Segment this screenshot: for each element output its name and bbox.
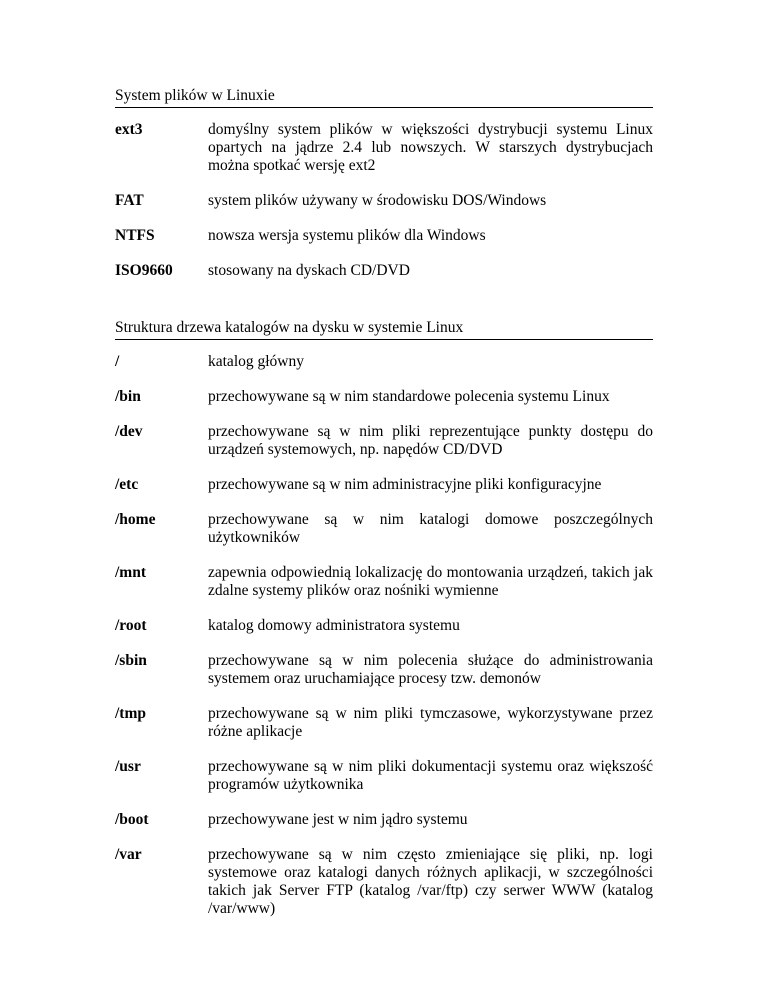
definition-row	[115, 262, 653, 280]
definition: nowsza wersja systemu plików dla Windows	[208, 227, 486, 244]
definition-row	[115, 811, 653, 829]
definition: zapewnia odpowiednią lokalizację do montowania urządzeń, takich jak zdalne systemy plików oraz nośniki wymienne	[208, 564, 653, 599]
definition: stosowany na dyskach CD/DVD	[208, 262, 410, 279]
definition: przechowywane są w nim pliki tymczasowe, wykorzystywane przez różne aplikacje	[208, 705, 653, 740]
term: /boot	[115, 811, 149, 828]
definition: przechowywane są w nim administracyjne pliki konfiguracyjne	[208, 476, 602, 493]
definition: system plików używany w środowisku DOS/Windows	[208, 192, 547, 209]
definition: katalog domowy administratora systemu	[208, 617, 460, 634]
definition-row	[115, 564, 653, 600]
definition-row	[115, 705, 653, 741]
definition: przechowywane są w nim katalogi domowe poszczególnych użytkowników	[208, 511, 653, 546]
section-title: System plików w Linuxie	[115, 86, 653, 108]
term: FAT	[115, 192, 144, 209]
term: /var	[115, 846, 142, 863]
definition-row	[115, 476, 653, 494]
definition-row	[115, 227, 653, 245]
section-filesystems	[115, 86, 653, 280]
section-title: Struktura drzewa katalogów na dysku w systemie Linux	[115, 318, 653, 340]
definition: katalog główny	[208, 353, 304, 370]
definition: przechowywane są w nim pliki dokumentacji systemu oraz większość programów użytkownika	[208, 758, 653, 793]
definition: przechowywane są w nim standardowe polecenia systemu Linux	[208, 388, 610, 405]
definition: przechowywane są w nim pliki reprezentujące punkty dostępu do urządzeń systemowych, np. napędów CD/DVD	[208, 423, 653, 458]
term: /usr	[115, 758, 141, 775]
term: /mnt	[115, 564, 146, 581]
term: /root	[115, 617, 147, 634]
term: /sbin	[115, 652, 147, 669]
definition-row	[115, 388, 653, 406]
definition: przechowywane są w nim często zmieniające się pliki, np. logi systemowe oraz katalogi danych różnych aplikacji, w szczególności takich jak Server FTP (katalog /var/ftp) czy serwer WWW (katalog /var/www)	[208, 846, 653, 917]
term: /etc	[115, 476, 139, 493]
definition-row	[115, 758, 653, 794]
definition: domyślny system plików w większości dystrybucji systemu Linux opartych na jądrze 2.4 lub nowszych. W starszych dystrybucjach można spotkać wersję ext2	[208, 121, 653, 174]
section-directory-tree	[115, 318, 653, 918]
definition-row	[115, 617, 653, 635]
definition-row	[115, 511, 653, 547]
document-page	[115, 0, 653, 935]
term: /bin	[115, 388, 141, 405]
definition-row	[115, 192, 653, 210]
definition-row	[115, 353, 653, 371]
definition-row	[115, 423, 653, 459]
term: /home	[115, 511, 156, 528]
term: ISO9660	[115, 262, 173, 279]
definition-row	[115, 121, 653, 175]
term: /dev	[115, 423, 143, 440]
definition-row	[115, 846, 653, 918]
term: /	[115, 353, 120, 370]
term: ext3	[115, 121, 143, 138]
term: NTFS	[115, 227, 155, 244]
definition: przechowywane są w nim polecenia służące do administrowania systemem oraz uruchamiające procesy tzw. demonów	[208, 652, 653, 687]
definition: przechowywane jest w nim jądro systemu	[208, 811, 468, 828]
definition-row	[115, 652, 653, 688]
term: /tmp	[115, 705, 146, 722]
